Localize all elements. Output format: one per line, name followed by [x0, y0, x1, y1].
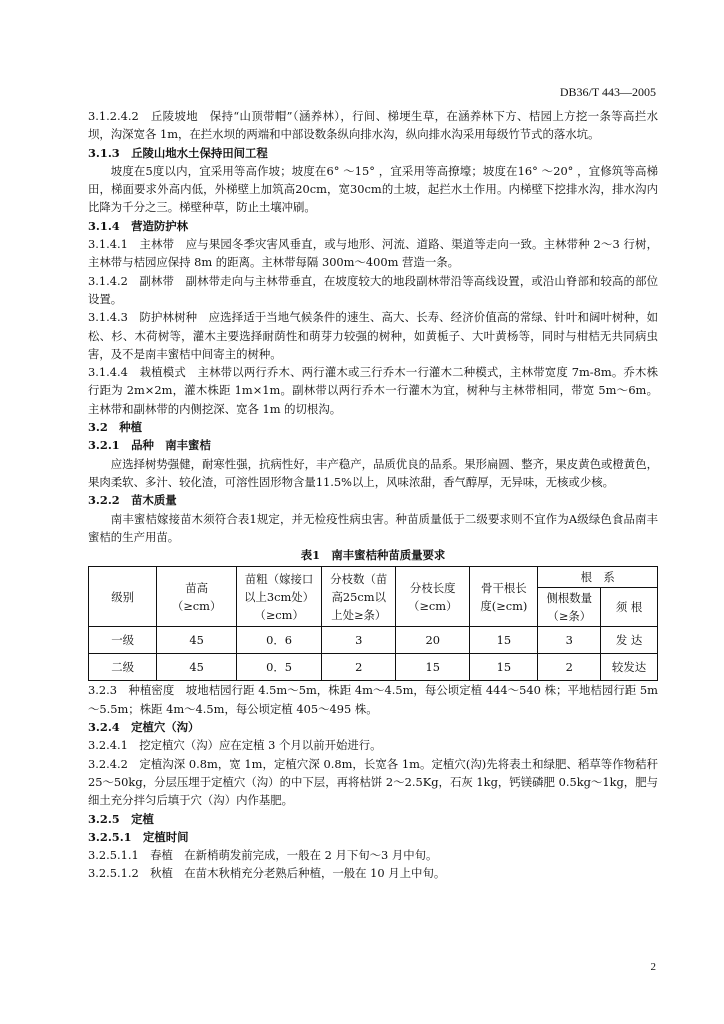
cell-branch-length: 15 [396, 654, 470, 681]
section-3-1-3-body: 坡度在5度以内，宜采用等高作坡；坡度在6° ～15° ，宜采用等高撩壕；坡度在16° ～20° ，宜修筑等高梯田，梯面要求外高内低，外梯壁上加筑高20cm，宽30cm的土坡，起拦水土作用。内梯壁下挖排水沟，排水沟内比降为千分之三。梯壁种草，防止土壤冲刷。 [88, 163, 658, 215]
table-title: 表1 南丰蜜桔种苗质量要求 [300, 548, 446, 563]
cell-lateral-root-count: 3 [538, 627, 601, 654]
section-3-2-5-title: 3.2.5 定植 [88, 811, 154, 826]
cell-diameter: 0．6 [236, 627, 321, 654]
header-branch-length: 分枝长度 （≥cm） [396, 567, 470, 627]
cell-trunk-root-length: 15 [470, 654, 538, 681]
cell-grade: 一级 [89, 627, 157, 654]
section-3-1-2-4-2: 3.1.2.4.2 丘陵坡地 保持“山顶带帽”（涵养林），行间、梯埂生草，在涵养林下方、桔园上方挖一条等高拦水坝，沟深宽各 1m，在拦水坝的两端和中部设数条纵向排水沟，纵向排水沟采用每级竹节式的落水坑。 [88, 109, 658, 142]
header-diameter: 苗粗（嫁接口 以上3cm处） （≥cm） [236, 567, 321, 627]
section-3-2-4-title: 3.2.4 定植穴（沟） [88, 720, 200, 735]
page-number: 2 [650, 961, 656, 973]
section-3-1-4-3: 3.1.4.3 防护林树种 应选择适于当地气候条件的速生、高大、长寿、经济价值高的常绿、针叶和阔叶树种，如松、杉、木荷树等，灌木主要选择耐荫性和萌芽力较强的树种，如黄栀子、大叶黄杨等，同时与柑桔无共同病虫害，及不是南丰蜜桔中间寄主的树种。 [88, 310, 658, 361]
document-body [88, 107, 658, 883]
cell-height: 45 [157, 654, 237, 681]
table-row [89, 627, 658, 654]
section-3-1-4-1: 3.1.4.1 主林带 应与果园冬季灾害风垂直，或与地形、河流、道路、渠道等走向一致。主林带种 2～3 行树，主林带与桔园应保持 8m 的距离。主林带每隔 300m～400m 营造一条。 [88, 237, 658, 270]
section-3-2-2-body: 南丰蜜桔嫁接苗木须符合表1规定，并无检疫性病虫害。种苗质量低于二级要求则不宜作为A级绿色食品南丰蜜桔的生产用苗。 [88, 511, 658, 544]
cell-diameter: 0．5 [236, 654, 321, 681]
section-3-2-4-2: 3.2.4.2 定植沟深 0.8m，宽 1m，定植穴深 0.8m，长宽各 1m。定植穴(沟)先将表土和绿肥、稻草等作物秸秆 25～50kg，分层压埋于定植穴（沟）的中下层，再将枯饼 2～2.5Kg，石灰 1kg，钙镁磷肥 0.5kg～1kg，肥与细土充分拌匀后填于穴（沟）内作基肥。 [88, 756, 658, 808]
header-height: 苗高 （≥cm） [157, 567, 237, 627]
section-3-2-4-1: 3.2.4.1 挖定植穴（沟）应在定植 3 个月以前开始进行。 [88, 738, 382, 753]
cell-branch-length: 20 [396, 627, 470, 654]
section-3-2-title: 3.2 种植 [88, 420, 142, 435]
section-3-2-3: 3.2.3 种植密度 坡地桔园行距 4.5m～5m，株距 4m～4.5m，每公顷定植 444～540 株；平地桔园行距 5m～5.5m；株距 4m～4.5m，每公顷定植 405～495 株。 [88, 683, 658, 716]
section-3-2-5-1-1: 3.2.5.1.1 春植 在新梢萌发前完成，一般在 2 月下旬～3 月中旬。 [88, 848, 438, 863]
header-root-system: 根 系 [538, 567, 658, 588]
section-3-2-1-body: 应选择树势强健，耐寒性强，抗病性好，丰产稳产，品质优良的品系。果形扁圆、整齐，果皮黄色或橙黄色，果肉柔软、多汁、较化渣，可溶性固形物含量11.5%以上，风味浓甜，香气醇厚，无异味，无核或少核。 [88, 456, 658, 489]
section-3-2-1-title: 3.2.1 品种 南丰蜜桔 [88, 438, 211, 453]
header-trunk-root-length: 骨干根长 度(≥cm) [470, 567, 538, 627]
section-3-2-2-title: 3.2.2 苗木质量 [88, 493, 177, 508]
cell-fibrous-root: 发 达 [601, 627, 658, 654]
table-row [89, 654, 658, 681]
section-3-2-5-1-2: 3.2.5.1.2 秋植 在苗木秋梢充分老熟后种植，一般在 10 月上中旬。 [88, 866, 446, 881]
cell-grade: 二级 [89, 654, 157, 681]
seedling-quality-table [88, 566, 658, 681]
cell-branch-count: 2 [322, 654, 396, 681]
cell-branch-count: 3 [322, 627, 396, 654]
section-3-1-4-2: 3.1.4.2 副林带 副林带走向与主林带垂直，在坡度较大的地段副林带沿等高线设置，或沿山脊部和较高的部位设置。 [88, 273, 658, 306]
cell-height: 45 [157, 627, 237, 654]
cell-trunk-root-length: 15 [470, 627, 538, 654]
section-3-2-5-1-title: 3.2.5.1 定植时间 [88, 829, 189, 844]
header-lateral-root-count: 侧根数量 （≥条） [538, 588, 601, 627]
cell-lateral-root-count: 2 [538, 654, 601, 681]
document-code: DB36/T 443—2005 [559, 85, 656, 99]
header-grade: 级别 [89, 567, 157, 627]
header-branch-count: 分枝数（苗 高25cm以 上处≥条） [322, 567, 396, 627]
section-3-1-4-4: 3.1.4.4 栽植模式 主林带以两行乔木、两行灌木或三行乔木一行灌木二种模式，主林带宽度 7m-8m。乔木株行距为 2m×2m，灌木株距 1m×1m。副林带以两行乔木一行灌木为宜，树种与主林带相同，带宽 5m～6m。主林带和副林带的内侧挖深、宽各 1m 的切根沟。 [88, 365, 658, 416]
section-3-1-4-title: 3.1.4 营造防护林 [88, 218, 189, 233]
section-3-1-3-title: 3.1.3 丘陵山地水土保持田间工程 [88, 145, 268, 160]
header-fibrous-root: 须 根 [601, 588, 658, 627]
cell-fibrous-root: 较发达 [601, 654, 658, 681]
